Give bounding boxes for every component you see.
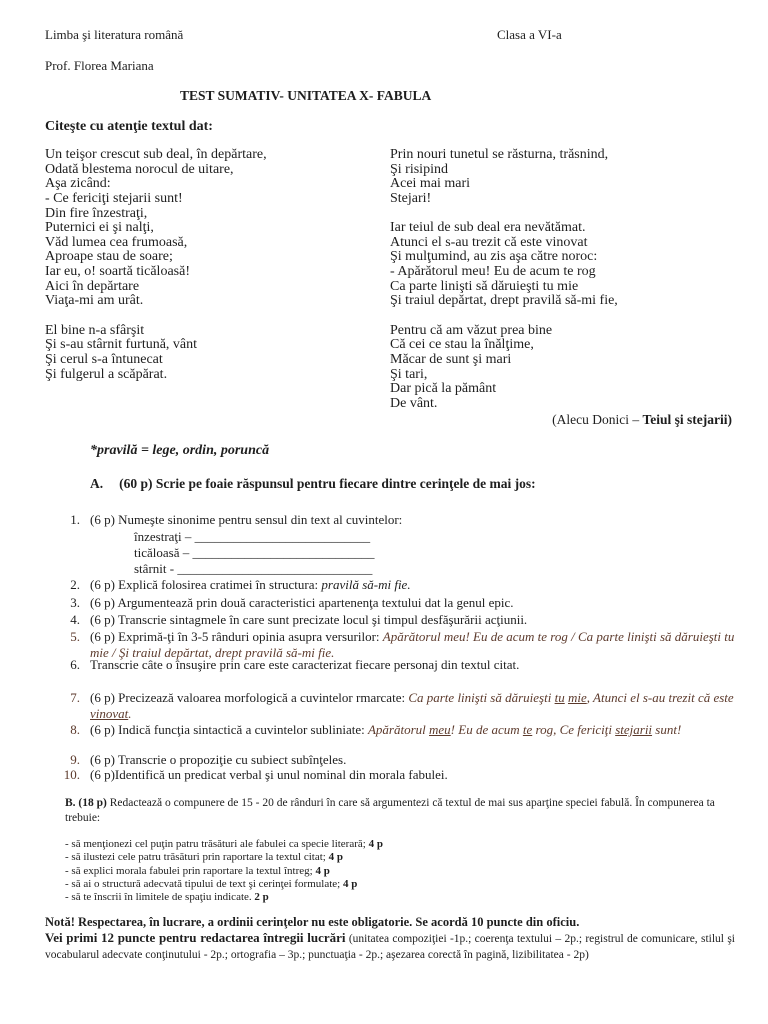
requirement-text: - să explici morala fabulei prin raportare la textul întreg;	[65, 864, 316, 877]
poem-line: Prin nouri tunetul se răsturna, trăsnind,	[390, 147, 609, 162]
poem-line: Şi traiul depărtat, drept pravilă să-mi fie,	[390, 293, 618, 309]
poem-line: Stejari!	[390, 190, 432, 206]
underlined-word: meu	[429, 722, 451, 737]
question-8	[0, 722, 768, 738]
teacher-label: Prof. Florea Mariana	[45, 58, 154, 73]
section-b-text: Redactează o compunere de 15 - 20 de rânduri în care să argumentezi că textul de mai sus aparţine speciei fabulă. În compunerea ta trebuie:	[65, 797, 715, 824]
synonym-blank-line: înzestraţi – ___________________________	[134, 529, 371, 544]
question-text: (6 p) Argumentează prin două caracteristici apartenenţa textului dat la genul epic.	[90, 595, 514, 610]
question-number: 8.	[70, 722, 80, 737]
requirement-text: - să ilustezi cele patru trăsături prin raportare la textul citat;	[65, 851, 329, 864]
poem-line: Acei mai mari	[390, 176, 471, 192]
question-4	[0, 612, 768, 628]
marked-word: vinovat	[90, 705, 129, 721]
requirement-points: 2 p	[254, 891, 269, 904]
question-prompt: (6 p) Precizează valoarea morfologică a cuvintelor rmarcate:	[90, 690, 409, 705]
requirement-item	[65, 878, 735, 891]
poem-line: Un teişor crescut sub deal, în depărtare,	[45, 147, 267, 162]
requirement-points: 4 p	[315, 864, 330, 877]
requirement-text: - să ai o structură adecvată tipului de text şi cerinţei formulate;	[65, 877, 343, 890]
question-number: 10.	[63, 767, 80, 782]
poem-line: Din fire înzestraţi,	[45, 205, 148, 221]
poem-right-column	[390, 148, 735, 426]
quoted-text: Apărătorul	[367, 722, 429, 737]
quoted-text: Apărătorul meu! Eu de acum te rog / Ca parte linişti să dăruieşti tu mie / Şi traiul depărtat, drept pravilă să-mi fie.	[90, 629, 735, 660]
poem-line: Şi tari,	[390, 366, 428, 382]
grading-bold: Vei primi 12 puncte pentru redactarea întregii lucrări	[45, 930, 346, 945]
poem-line: Şi mulţumind, au zis aşa către noroc:	[390, 249, 598, 265]
question-prompt: (6 p) Explică folosirea cratimei în structura:	[90, 577, 322, 592]
question-5	[0, 629, 768, 660]
requirement-points: 4 p	[328, 851, 343, 864]
synonym-blank-line: stârnit - ______________________________	[134, 561, 373, 576]
question-text	[90, 690, 735, 721]
poem-line: Văd lumea cea frumoasă,	[45, 234, 188, 250]
quoted-text: ! Eu de acum	[450, 722, 523, 737]
quoted-text: pravilă să-mi fie.	[321, 577, 411, 592]
poem-stanza	[390, 221, 735, 309]
question-9	[0, 752, 768, 768]
question-text: (6 p) Transcrie sintagmele în care sunt precizate locul şi timpul desfăşurării acţiunii.	[90, 612, 528, 627]
poem-line: Atunci el s-au trezit că este vinovat	[390, 234, 588, 250]
poem-stanza	[390, 324, 735, 412]
question-number: 5.	[70, 629, 80, 644]
poem-line: Şi risipind	[390, 161, 448, 177]
question-7	[0, 690, 768, 721]
marked-word: tu	[554, 690, 565, 705]
poem-line: Pentru că am văzut prea bine	[390, 322, 553, 338]
poem-line: Iar teiul de sub deal era nevătămat.	[390, 220, 586, 236]
subject-label: Limba şi literatura română	[45, 27, 184, 42]
poem-line: Măcar de sunt şi mari	[390, 351, 512, 367]
poem-line: Viaţa-mi am urât.	[45, 293, 144, 309]
poem-line: Aşa zicând:	[45, 176, 111, 192]
poem-attribution	[552, 413, 732, 427]
poem-line: Şi fulgerul a scăpărat.	[45, 366, 168, 382]
requirement-item	[65, 865, 735, 878]
question-text: Transcrie câte o însuşire prin care este caracterizat fiecare personaj din textul citat.	[90, 657, 520, 672]
poem-line: Ca parte linişti să dăruieşti tu mie	[390, 278, 579, 294]
poem-stanza	[45, 324, 375, 383]
quoted-text: Ca parte linişti să dăruieşti	[408, 690, 555, 705]
poem-line: De vânt.	[390, 395, 438, 411]
poem-line: Că cei ce stau la înălţime,	[390, 337, 534, 353]
poem-line: Aici în depărtare	[45, 278, 140, 294]
poem-author: (Alecu Donici –	[552, 412, 643, 427]
question-3	[0, 595, 768, 611]
quoted-text: , Atunci el s-au trezit că este	[586, 690, 734, 705]
question-1	[0, 512, 768, 528]
poem-title: Teiul şi stejarii)	[642, 412, 732, 427]
question-number: 3.	[70, 595, 80, 610]
quoted-text: .	[128, 705, 132, 721]
marked-word: mie	[567, 690, 587, 705]
question-number: 7.	[70, 690, 80, 705]
section-a-letter: A.	[90, 476, 104, 491]
glossary-note: *pravilă = lege, ordin, poruncă	[90, 443, 270, 458]
poem-stanza	[45, 148, 375, 309]
quoted-text: sunt!	[652, 722, 682, 737]
class-label: Clasa a VI-a	[497, 27, 562, 42]
poem-line: Dar pică la pământ	[390, 381, 497, 397]
poem-line: - Apărătorul meu! Eu de acum te rog	[390, 264, 596, 280]
poem-line: Puternici ei şi nalţi,	[45, 220, 154, 236]
requirement-text: - să menţionezi cel puţin patru trăsături ale fabulei ca specie literară;	[65, 838, 369, 850]
essay-requirements-list	[65, 838, 735, 904]
question-10	[0, 767, 768, 783]
poem-line: Aproape stau de soare;	[45, 249, 173, 265]
underlined-word: te	[522, 722, 533, 737]
question-prompt: (6 p) Indică funcţia sintactică a cuvintelor subliniate:	[90, 722, 368, 737]
poem-left-column	[45, 148, 375, 397]
poem-line: El bine n-a sfârşit	[45, 322, 145, 338]
grading-note: Notă! Respectarea, în lucrare, a ordinii cerinţelor nu este obligatorie. Se acordă 10 puncte din oficiu.	[45, 915, 580, 929]
requirement-text: - să te înscrii în limitele de spaţiu indicate.	[65, 891, 255, 904]
section-b-label: B. (18 p)	[65, 797, 107, 809]
poem-line: Şi s-au stârnit furtună, vânt	[45, 337, 198, 353]
question-text	[90, 577, 735, 593]
question-2	[0, 577, 768, 593]
question-text	[90, 629, 735, 660]
question-6	[0, 657, 768, 673]
requirement-points: 4 p	[342, 877, 358, 890]
poem-line: Odată blestema norocul de uitare,	[45, 161, 234, 177]
question-number: 4.	[70, 612, 80, 627]
question-number: 2.	[70, 577, 80, 592]
question-number: 1.	[70, 512, 80, 527]
synonym-blank-line: ticăloasă – ____________________________	[134, 545, 375, 560]
question-number: 6.	[70, 657, 80, 672]
requirement-item	[65, 838, 735, 851]
grading-breakdown: (unitatea compoziţiei -1p.; coerenţa textului – 2p.; registrul de comunicare, stilul şi vocabularul adecvate conţinutului - 2p.; ortografia – 3p.; punctuaţia - 2p.; aşezarea corectă în pagină, lizibilitatea - 2p)	[45, 933, 735, 961]
question-number: 9.	[70, 752, 80, 767]
question-text	[90, 722, 735, 738]
requirement-points: 4 p	[368, 838, 383, 850]
poem-line: - Ce fericiţi stejarii sunt!	[45, 190, 183, 206]
question-text: (6 p) Transcrie o propoziţie cu subiect subînţeles.	[90, 752, 347, 767]
question-prompt: (6 p) Exprimă-ţi în 3-5 rânduri opinia asupra versurilor:	[90, 629, 383, 644]
test-title: TEST SUMATIV- UNITATEA X- FABULA	[180, 88, 432, 103]
quoted-text: rog, Ce fericiţi	[532, 722, 616, 737]
section-b-instructions	[65, 796, 735, 825]
section-a-heading-text: (60 p) Scrie pe foaie răspunsul pentru fiecare dintre cerinţele de mai jos:	[119, 476, 536, 491]
poem-line: Şi cerul s-a întunecat	[45, 351, 163, 367]
requirement-item	[65, 851, 735, 864]
underlined-word: stejarii	[615, 722, 653, 737]
reading-instruction: Citeşte cu atenţie textul dat:	[45, 119, 213, 134]
poem-line: Iar eu, o! soartă ticăloasă!	[45, 264, 190, 280]
grading-details	[45, 930, 735, 963]
requirement-item	[65, 891, 735, 904]
question-text: (6 p) Numeşte sinonime pentru sensul din text al cuvintelor:	[90, 512, 403, 527]
poem-stanza	[390, 148, 735, 207]
section-a-heading	[90, 477, 536, 491]
question-text: (6 p)Identifică un predicat verbal şi unul nominal din morala fabulei.	[90, 767, 448, 782]
